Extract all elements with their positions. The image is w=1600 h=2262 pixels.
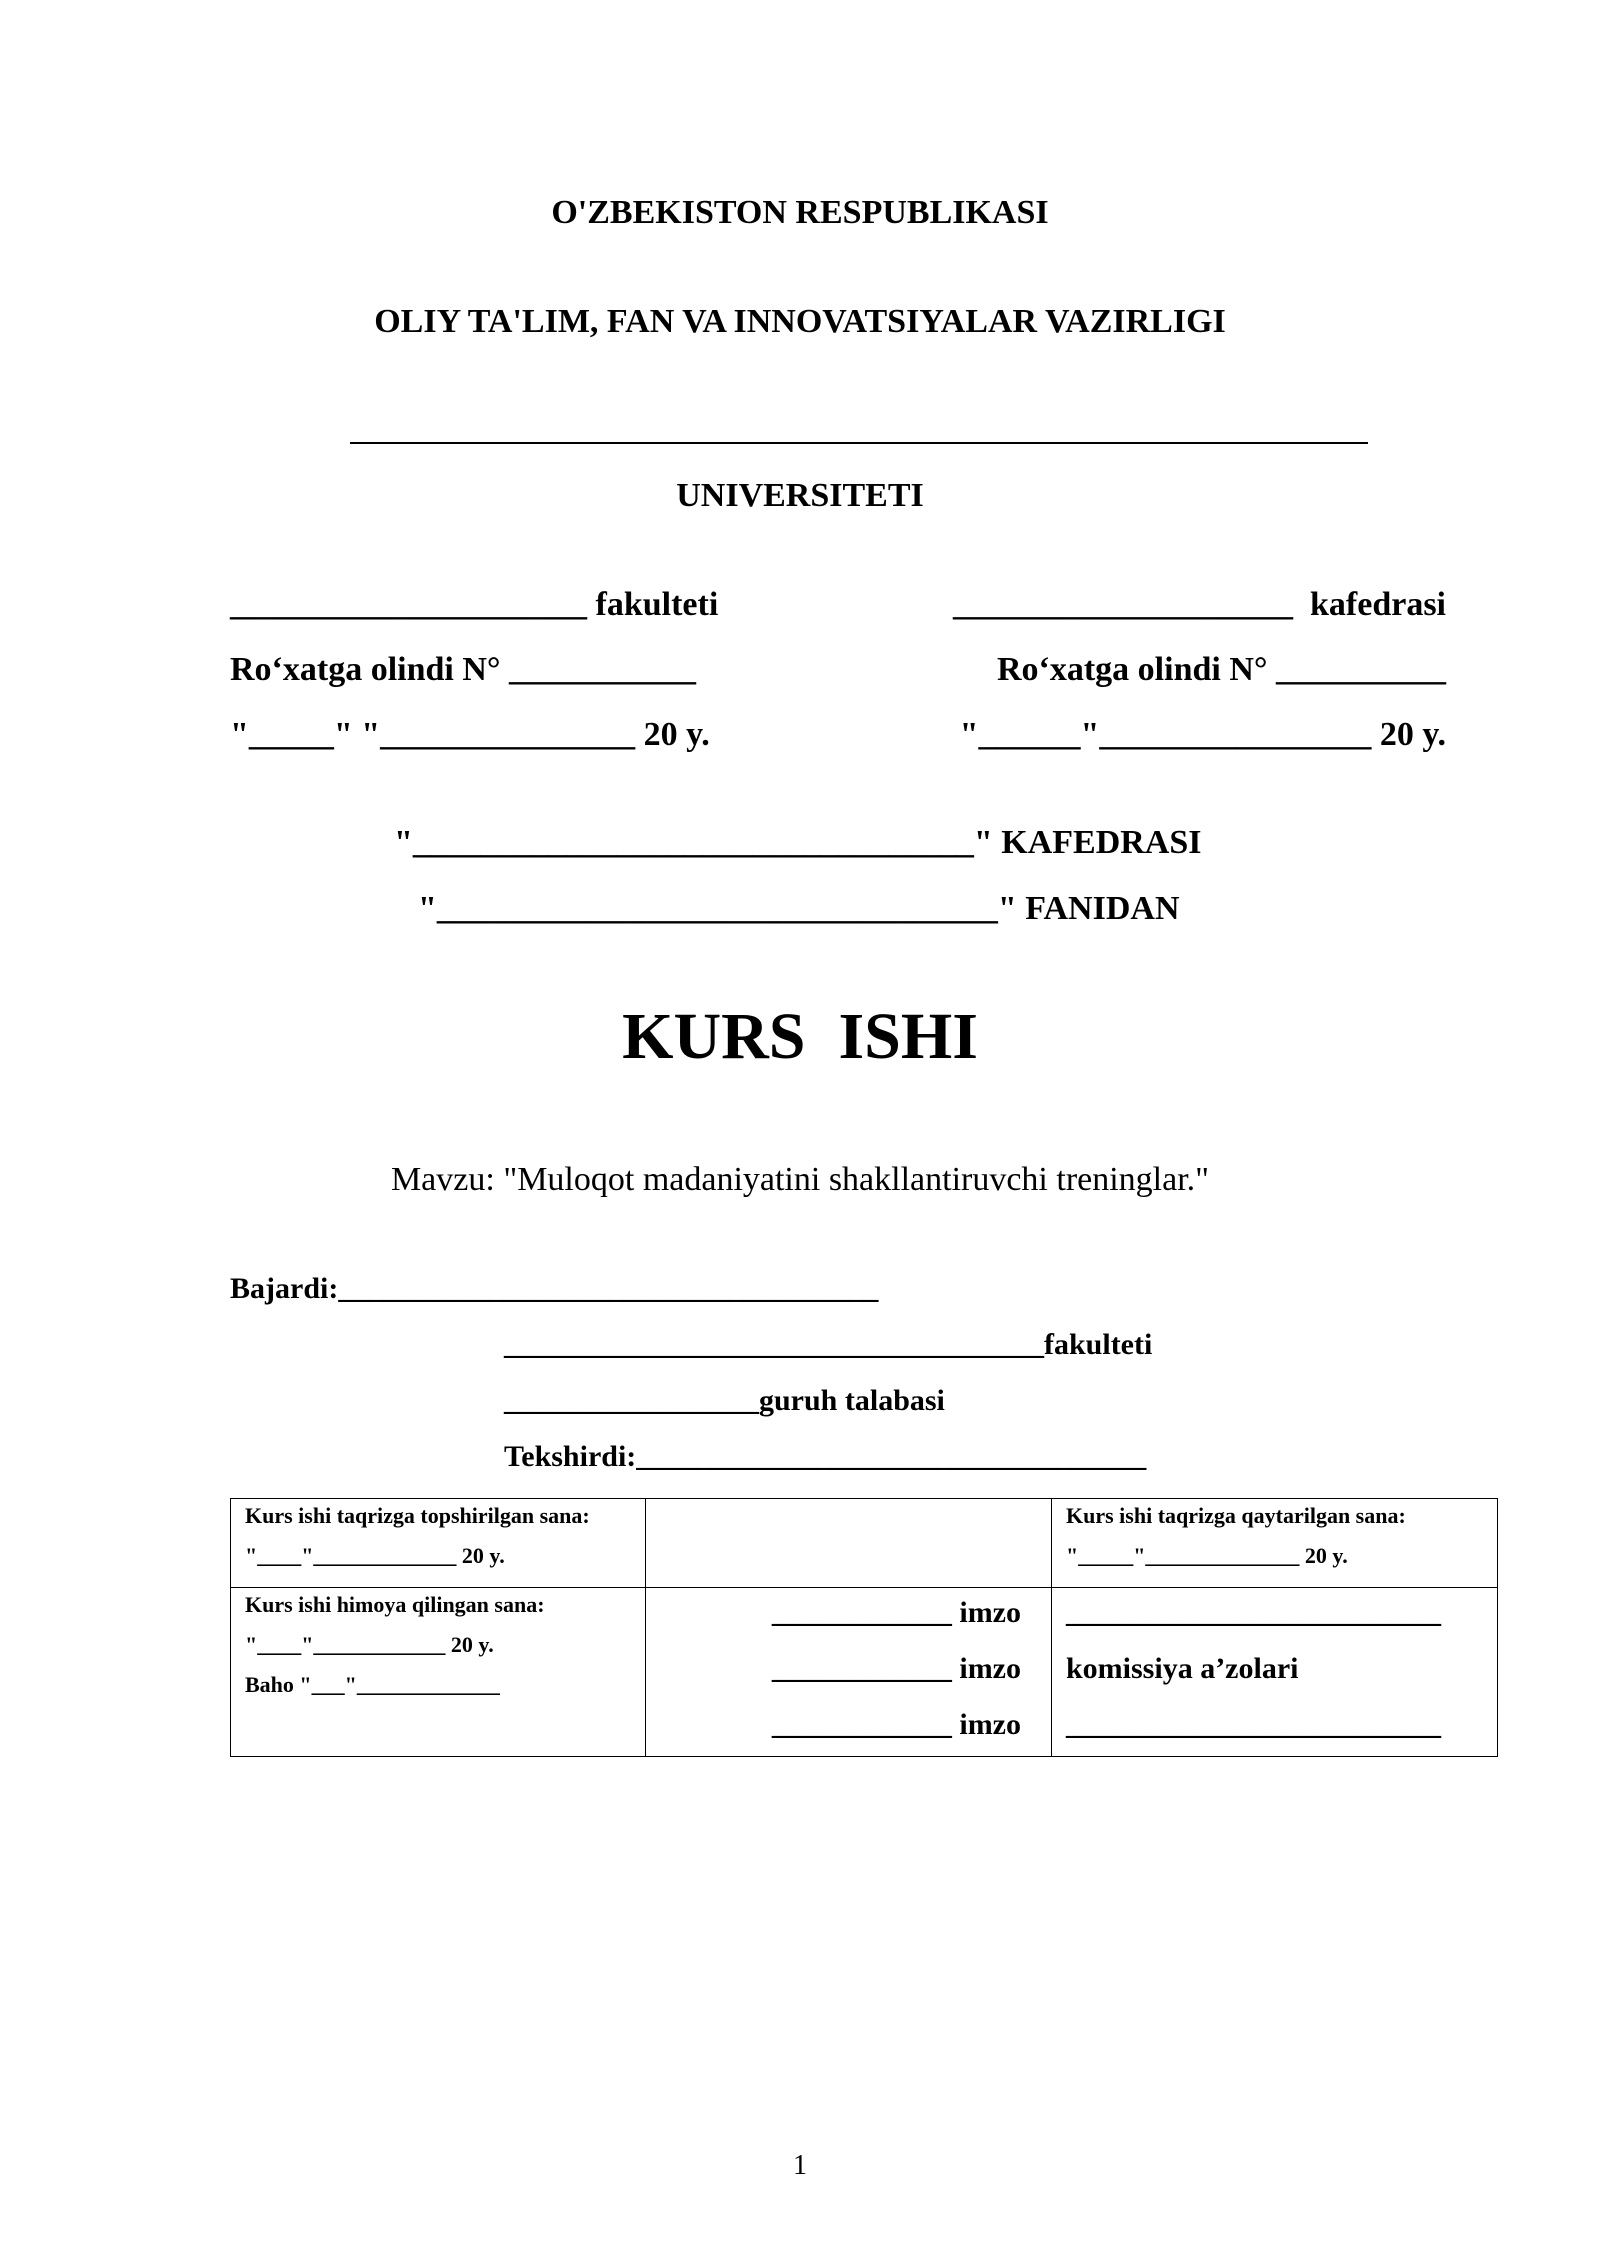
commission-blank: _________________________: [1066, 1596, 1441, 1629]
returned-date-cell: [1052, 1499, 1498, 1588]
review-table: [230, 1498, 1498, 1757]
defense-date-label: Kurs ishi himoya qilingan sana:: [245, 1592, 545, 1617]
commission-cell: [1052, 1588, 1498, 1757]
performer-faculty-line: ____________________________________fakulteti: [504, 1328, 1153, 1361]
empty-cell: [646, 1499, 1052, 1588]
ministry-heading: OLIY TA'LIM, FAN VA INNOVATSIYALAR VAZIRLIGI: [374, 303, 1226, 340]
signature-line: ____________ imzo: [771, 1708, 1021, 1741]
university-heading: UNIVERSITETI: [676, 477, 924, 514]
signatures-cell: [646, 1588, 1052, 1757]
defense-date-cell: [231, 1588, 646, 1757]
table-row: [231, 1499, 1498, 1588]
returned-date-value: "_____"______________ 20 y.: [1066, 1543, 1348, 1568]
submitted-date-cell: [231, 1499, 646, 1588]
commission-blank: _________________________: [1066, 1708, 1441, 1741]
done-by-line: Bajardi:____________________________________: [230, 1272, 879, 1305]
defense-date-value: "____"____________ 20 y.: [245, 1632, 494, 1657]
registration-number-left: Ro‘xatga olindi N° ___________: [230, 651, 697, 688]
table-row: [231, 1588, 1498, 1757]
signature-line: ____________ imzo: [771, 1652, 1021, 1685]
submitted-date-value: "____"_____________ 20 y.: [245, 1543, 505, 1568]
page-number: 1: [793, 2150, 807, 2181]
registration-date-right: "______"________________ 20 y.: [959, 716, 1446, 753]
grade-line: Baho "___"_____________: [245, 1672, 500, 1697]
checked-by-line: Tekshirdi:__________________________________: [504, 1440, 1147, 1473]
group-student-line: _________________guruh talabasi: [504, 1384, 945, 1417]
department-subject-line: "_________________________________" KAFEDRASI: [394, 824, 1202, 861]
registration-date-left: "_____" "_______________ 20 y.: [230, 716, 710, 753]
signature-line: ____________ imzo: [771, 1596, 1021, 1629]
topic-line: Mavzu: "Muloqot madaniyatini shakllantiruvchi treninglar.": [390, 1161, 1210, 1198]
department-line: ____________________ kafedrasi: [953, 586, 1446, 623]
course-subject-line: "_________________________________" FANIDAN: [418, 890, 1180, 927]
faculty-line: _____________________ fakulteti: [230, 586, 719, 623]
returned-date-label: Kurs ishi taqrizga qaytarilgan sana:: [1066, 1503, 1406, 1528]
submitted-date-label: Kurs ishi taqrizga topshirilgan sana:: [245, 1503, 590, 1528]
republic-heading: O'ZBEKISTON RESPUBLIKASI: [551, 194, 1049, 231]
university-name-blank: [350, 442, 1368, 444]
registration-number-right: Ro‘xatga olindi N° __________: [996, 651, 1446, 688]
document-title: KURS ISHI: [622, 1000, 978, 1073]
commission-members-label: komissiya a’zolari: [1066, 1652, 1299, 1685]
